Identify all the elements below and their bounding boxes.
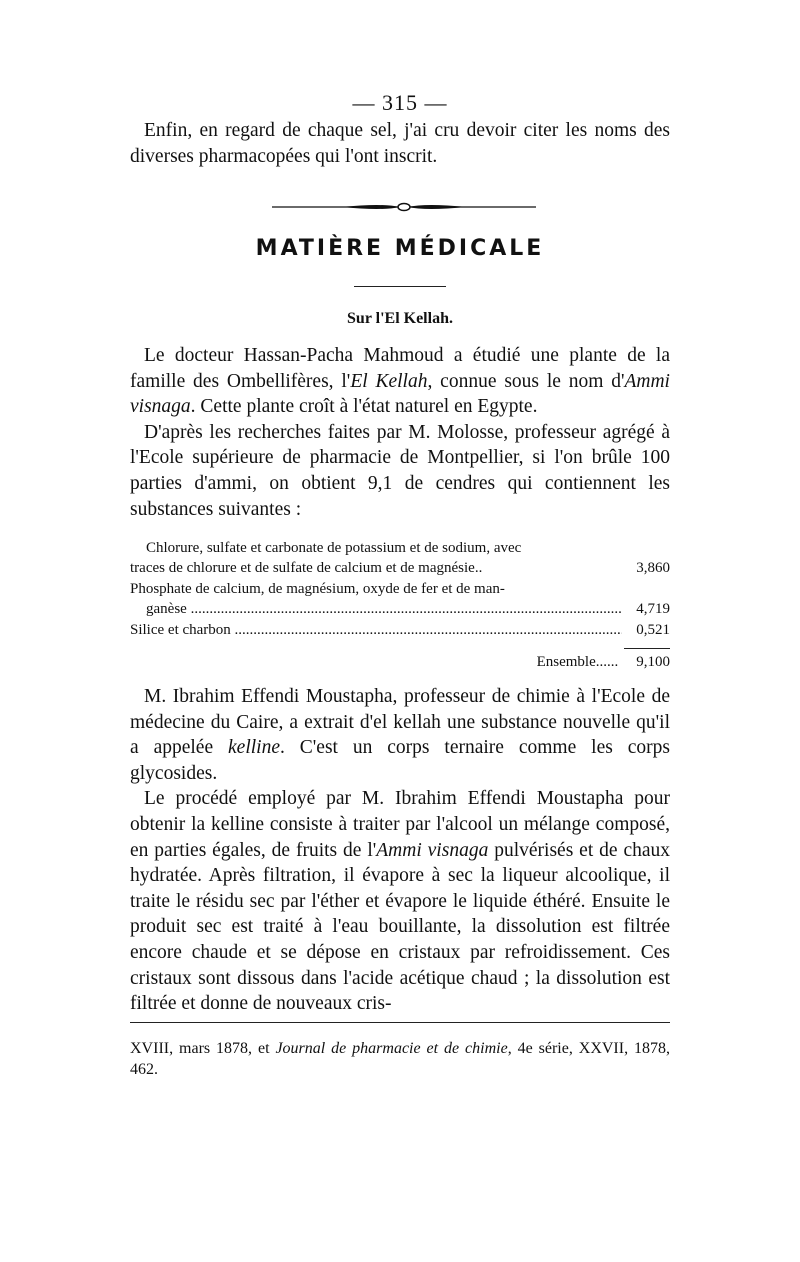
ash-composition-table	[130, 538, 670, 640]
paragraph-1	[130, 343, 670, 522]
table-row-2-value: 4,719	[636, 601, 670, 618]
total-rule	[624, 648, 670, 649]
table-row-3-label: Silice et charbon .....	[130, 620, 622, 640]
para3-text-a: M. Ibrahim Effendi Moustapha, professeur de chimie à l'Ecole de médecine du Caire, a extrait d'el kellah une substance nouvelle qu'il a appelée	[130, 686, 670, 759]
table-row	[130, 538, 670, 558]
para1-text-a: Le docteur Hassan-Pacha Mahmoud a étudié une plante de la famille des Ombellifères, l'	[130, 345, 670, 392]
para1-text-e: . Cette plante croît à l'état naturel en Egypte.	[190, 396, 538, 418]
table-row	[130, 558, 670, 578]
ornament-divider	[272, 202, 536, 212]
intro-paragraph	[130, 118, 670, 169]
footnote-journal: Journal de pharmacie et de chimie	[275, 1040, 508, 1057]
para3-italic-kelline: kelline	[228, 737, 280, 759]
table-row-1-line2: traces de chlorure et de sulfate de calcium et de magnésie..	[130, 560, 483, 577]
total-label: Ensemble......	[536, 654, 619, 670]
total-value: 9,100	[636, 654, 670, 670]
table-row-1-value: 3,860	[636, 560, 670, 577]
table-row	[130, 579, 670, 599]
footnote	[130, 1038, 670, 1080]
para4-text-c: pulvérisés et de chaux hydratée. Après filtration, il évapore à sec la liqueur alcoolique, il traite le résidu sec par l'éther et évapore le liquide éthéré. Ensuite le produit sec est traité à l'eau bouillante, la dissolution est filtrée encore chaude et se dépose en cristaux par refroidissement. Ces cristaux sont dissous dans l'acide acétique chaud ; la dissolution est filtrée et donne de nouveaux cris-	[130, 839, 671, 1015]
section-title: MATIÈRE MÉDICALE	[255, 236, 545, 261]
table-row-2-line2: ganèse .....	[130, 599, 622, 619]
table-row	[130, 599, 670, 619]
paragraph-2: D'après les recherches faites par M. Molosse, professeur agrégé à l'Ecole supérieure de pharmacie de Montpellier, si l'on brûle 100 parties d'ammi, on obtient 9,1 de cendres qui contiennent les substances suivantes :	[130, 421, 670, 520]
page-number: — 315 —	[352, 90, 448, 115]
paragraph-3	[130, 684, 670, 1017]
para1-text-c: , connue sous le nom d'	[427, 370, 625, 392]
footnote-text-a: XVIII, mars 1878, et	[130, 1040, 276, 1057]
footnote-text-c: , 4e série, XXVII, 1878, 462.	[130, 1040, 671, 1078]
para1-italic-elkellah: El Kellah	[350, 370, 428, 392]
para1-italic-ammi: Ammi visnaga	[130, 370, 670, 418]
intro-text: Enfin, en regard de chaque sel, j'ai cru devoir citer les noms des diverses pharmacopées qui l'ont inscrit.	[130, 120, 670, 167]
para4-text-a: Le procédé employé par M. Ibrahim Effendi Moustapha pour obtenir la kelline consiste à traiter par l'alcool un mélange composé, en parties égales, de fruits de l'	[130, 788, 670, 861]
title-rule	[354, 286, 446, 287]
table-row	[130, 620, 670, 640]
para4-italic-ammi: Ammi visnaga	[376, 839, 489, 861]
footnote-rule	[130, 1022, 670, 1023]
para3-text-c: . C'est un corps ternaire comme les corps glycosides.	[130, 737, 670, 784]
paragraph-4	[130, 786, 670, 1016]
table-total	[130, 654, 670, 671]
subsection-title: Sur l'El Kellah.	[347, 310, 453, 327]
table-row-2-line1: Phosphate de calcium, de magnésium, oxyde de fer et de man-	[130, 580, 505, 597]
table-row-3-value: 0,521	[636, 621, 670, 638]
table-row-1-line1: Chlorure, sulfate et carbonate de potassium et de sodium, avec	[146, 540, 522, 556]
